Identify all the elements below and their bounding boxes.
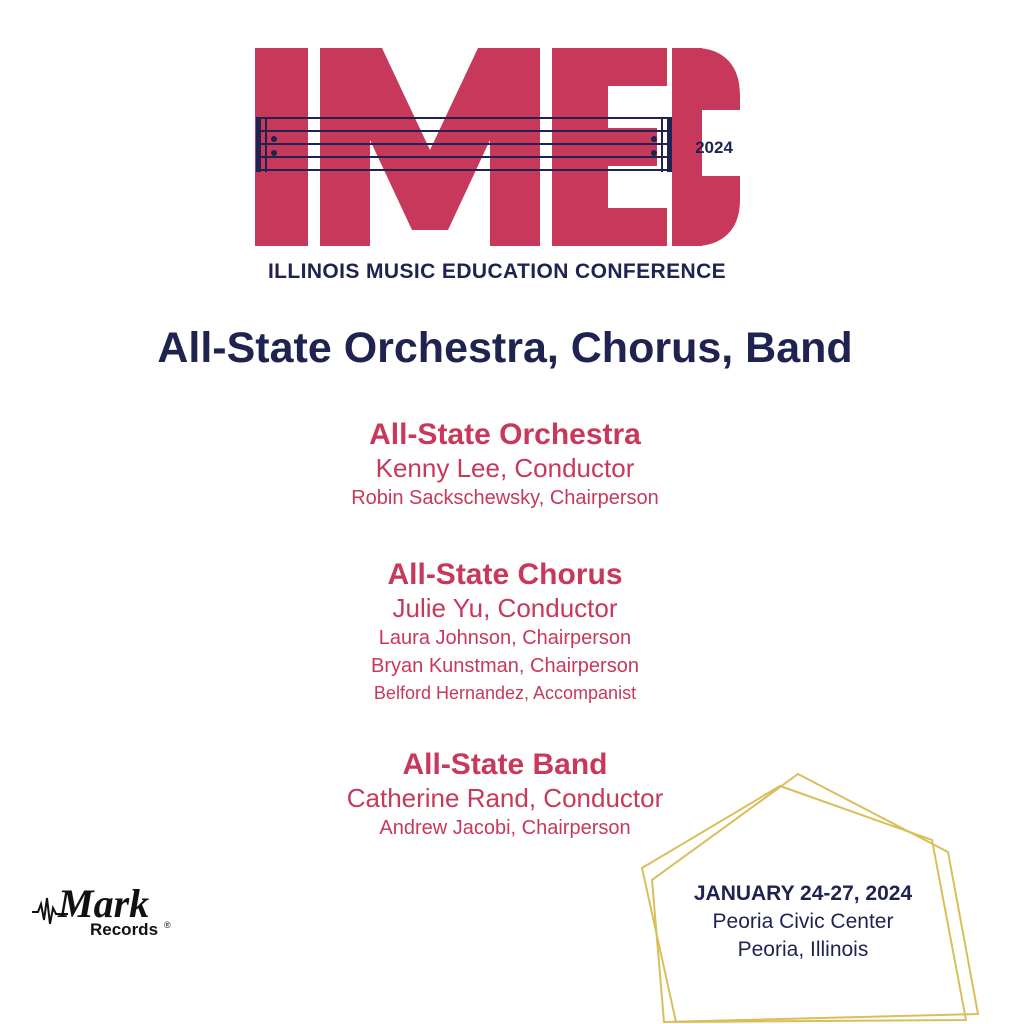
logo-year: 2024 — [695, 138, 733, 157]
event-details — [648, 880, 958, 964]
event-dates: JANUARY 24-27, 2024 — [693, 882, 913, 905]
chorus-chairperson-1: Laura Johnson, Chairperson — [378, 627, 632, 649]
records-logo-text: Records — [90, 920, 159, 939]
chorus-heading: All-State Chorus — [387, 558, 623, 591]
imec-logo — [0, 0, 1024, 260]
event-city: Peoria, Illinois — [737, 938, 869, 961]
chorus-conductor: Julie Yu, Conductor — [392, 593, 618, 623]
chorus-accompanist: Belford Hernandez, Accompanist — [373, 683, 637, 703]
mark-logo-text: Mark — [58, 881, 150, 926]
main-title: All-State Orchestra, Chorus, Band — [157, 324, 853, 372]
band-heading: All-State Band — [402, 748, 608, 781]
band-conductor: Catherine Rand, Conductor — [346, 783, 664, 813]
chorus-chairperson-2: Bryan Kunstman, Chairperson — [371, 655, 639, 677]
orchestra-section — [200, 418, 810, 512]
event-venue: Peoria Civic Center — [712, 910, 894, 933]
registered-mark: ® — [164, 920, 171, 930]
band-chairperson: Andrew Jacobi, Chairperson — [379, 817, 631, 839]
orchestra-conductor: Kenny Lee, Conductor — [375, 453, 635, 483]
conference-name: ILLINOIS MUSIC EDUCATION CONFERENCE — [267, 260, 727, 283]
mark-records-logo — [30, 880, 180, 960]
chorus-section — [200, 558, 810, 706]
orchestra-chairperson: Robin Sackschewsky, Chairperson — [351, 487, 659, 509]
orchestra-heading: All-State Orchestra — [369, 418, 641, 451]
